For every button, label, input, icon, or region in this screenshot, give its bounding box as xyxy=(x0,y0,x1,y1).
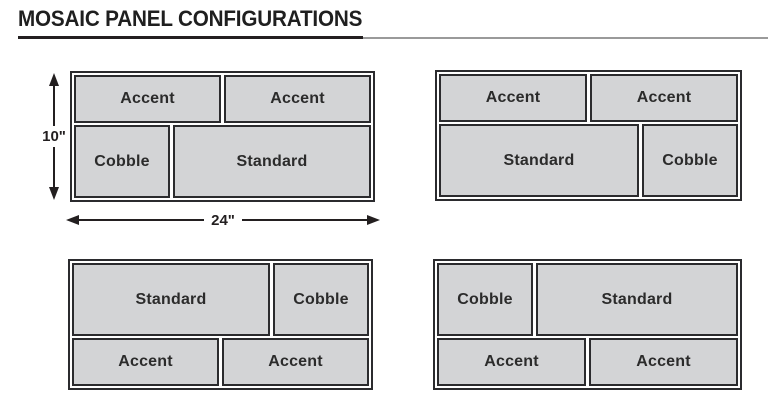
page-title: MOSAIC PANEL CONFIGURATIONS xyxy=(18,6,363,31)
block-accent: Accent xyxy=(437,338,586,386)
arrow-down-icon xyxy=(49,187,59,200)
height-dimension-label: 10" xyxy=(42,128,66,145)
block-standard: Standard xyxy=(536,263,738,336)
dimension-line xyxy=(53,147,55,187)
block-standard: Standard xyxy=(439,124,639,197)
block-cobble: Cobble xyxy=(273,263,369,336)
block-accent: Accent xyxy=(439,74,587,122)
arrow-up-icon xyxy=(49,73,59,86)
panel-row xyxy=(74,125,371,198)
config-top-left xyxy=(70,71,375,202)
panel-row xyxy=(437,263,738,336)
config-bottom-right xyxy=(433,259,742,390)
block-accent: Accent xyxy=(72,338,219,386)
panel-row xyxy=(439,74,738,122)
dimension-line xyxy=(79,219,204,221)
block-cobble: Cobble xyxy=(74,125,170,198)
block-standard: Standard xyxy=(173,125,371,198)
height-dimension xyxy=(43,73,65,200)
block-accent: Accent xyxy=(74,75,221,123)
block-accent: Accent xyxy=(222,338,369,386)
panel-row xyxy=(72,263,369,336)
block-cobble: Cobble xyxy=(437,263,533,336)
config-top-right xyxy=(435,70,742,201)
arrow-left-icon xyxy=(66,215,79,225)
panel-row xyxy=(439,124,738,197)
panel-row xyxy=(437,338,738,386)
block-standard: Standard xyxy=(72,263,270,336)
block-accent: Accent xyxy=(224,75,371,123)
dimension-line xyxy=(242,219,367,221)
width-dimension xyxy=(66,212,380,228)
block-cobble: Cobble xyxy=(642,124,738,197)
config-bottom-left xyxy=(68,259,373,390)
title-rule-dark xyxy=(18,36,363,39)
dimension-line xyxy=(53,86,55,126)
block-accent: Accent xyxy=(590,74,738,122)
block-accent: Accent xyxy=(589,338,738,386)
arrow-right-icon xyxy=(367,215,380,225)
panel-row xyxy=(72,338,369,386)
panel-row xyxy=(74,75,371,123)
width-dimension-label: 24" xyxy=(211,211,235,229)
